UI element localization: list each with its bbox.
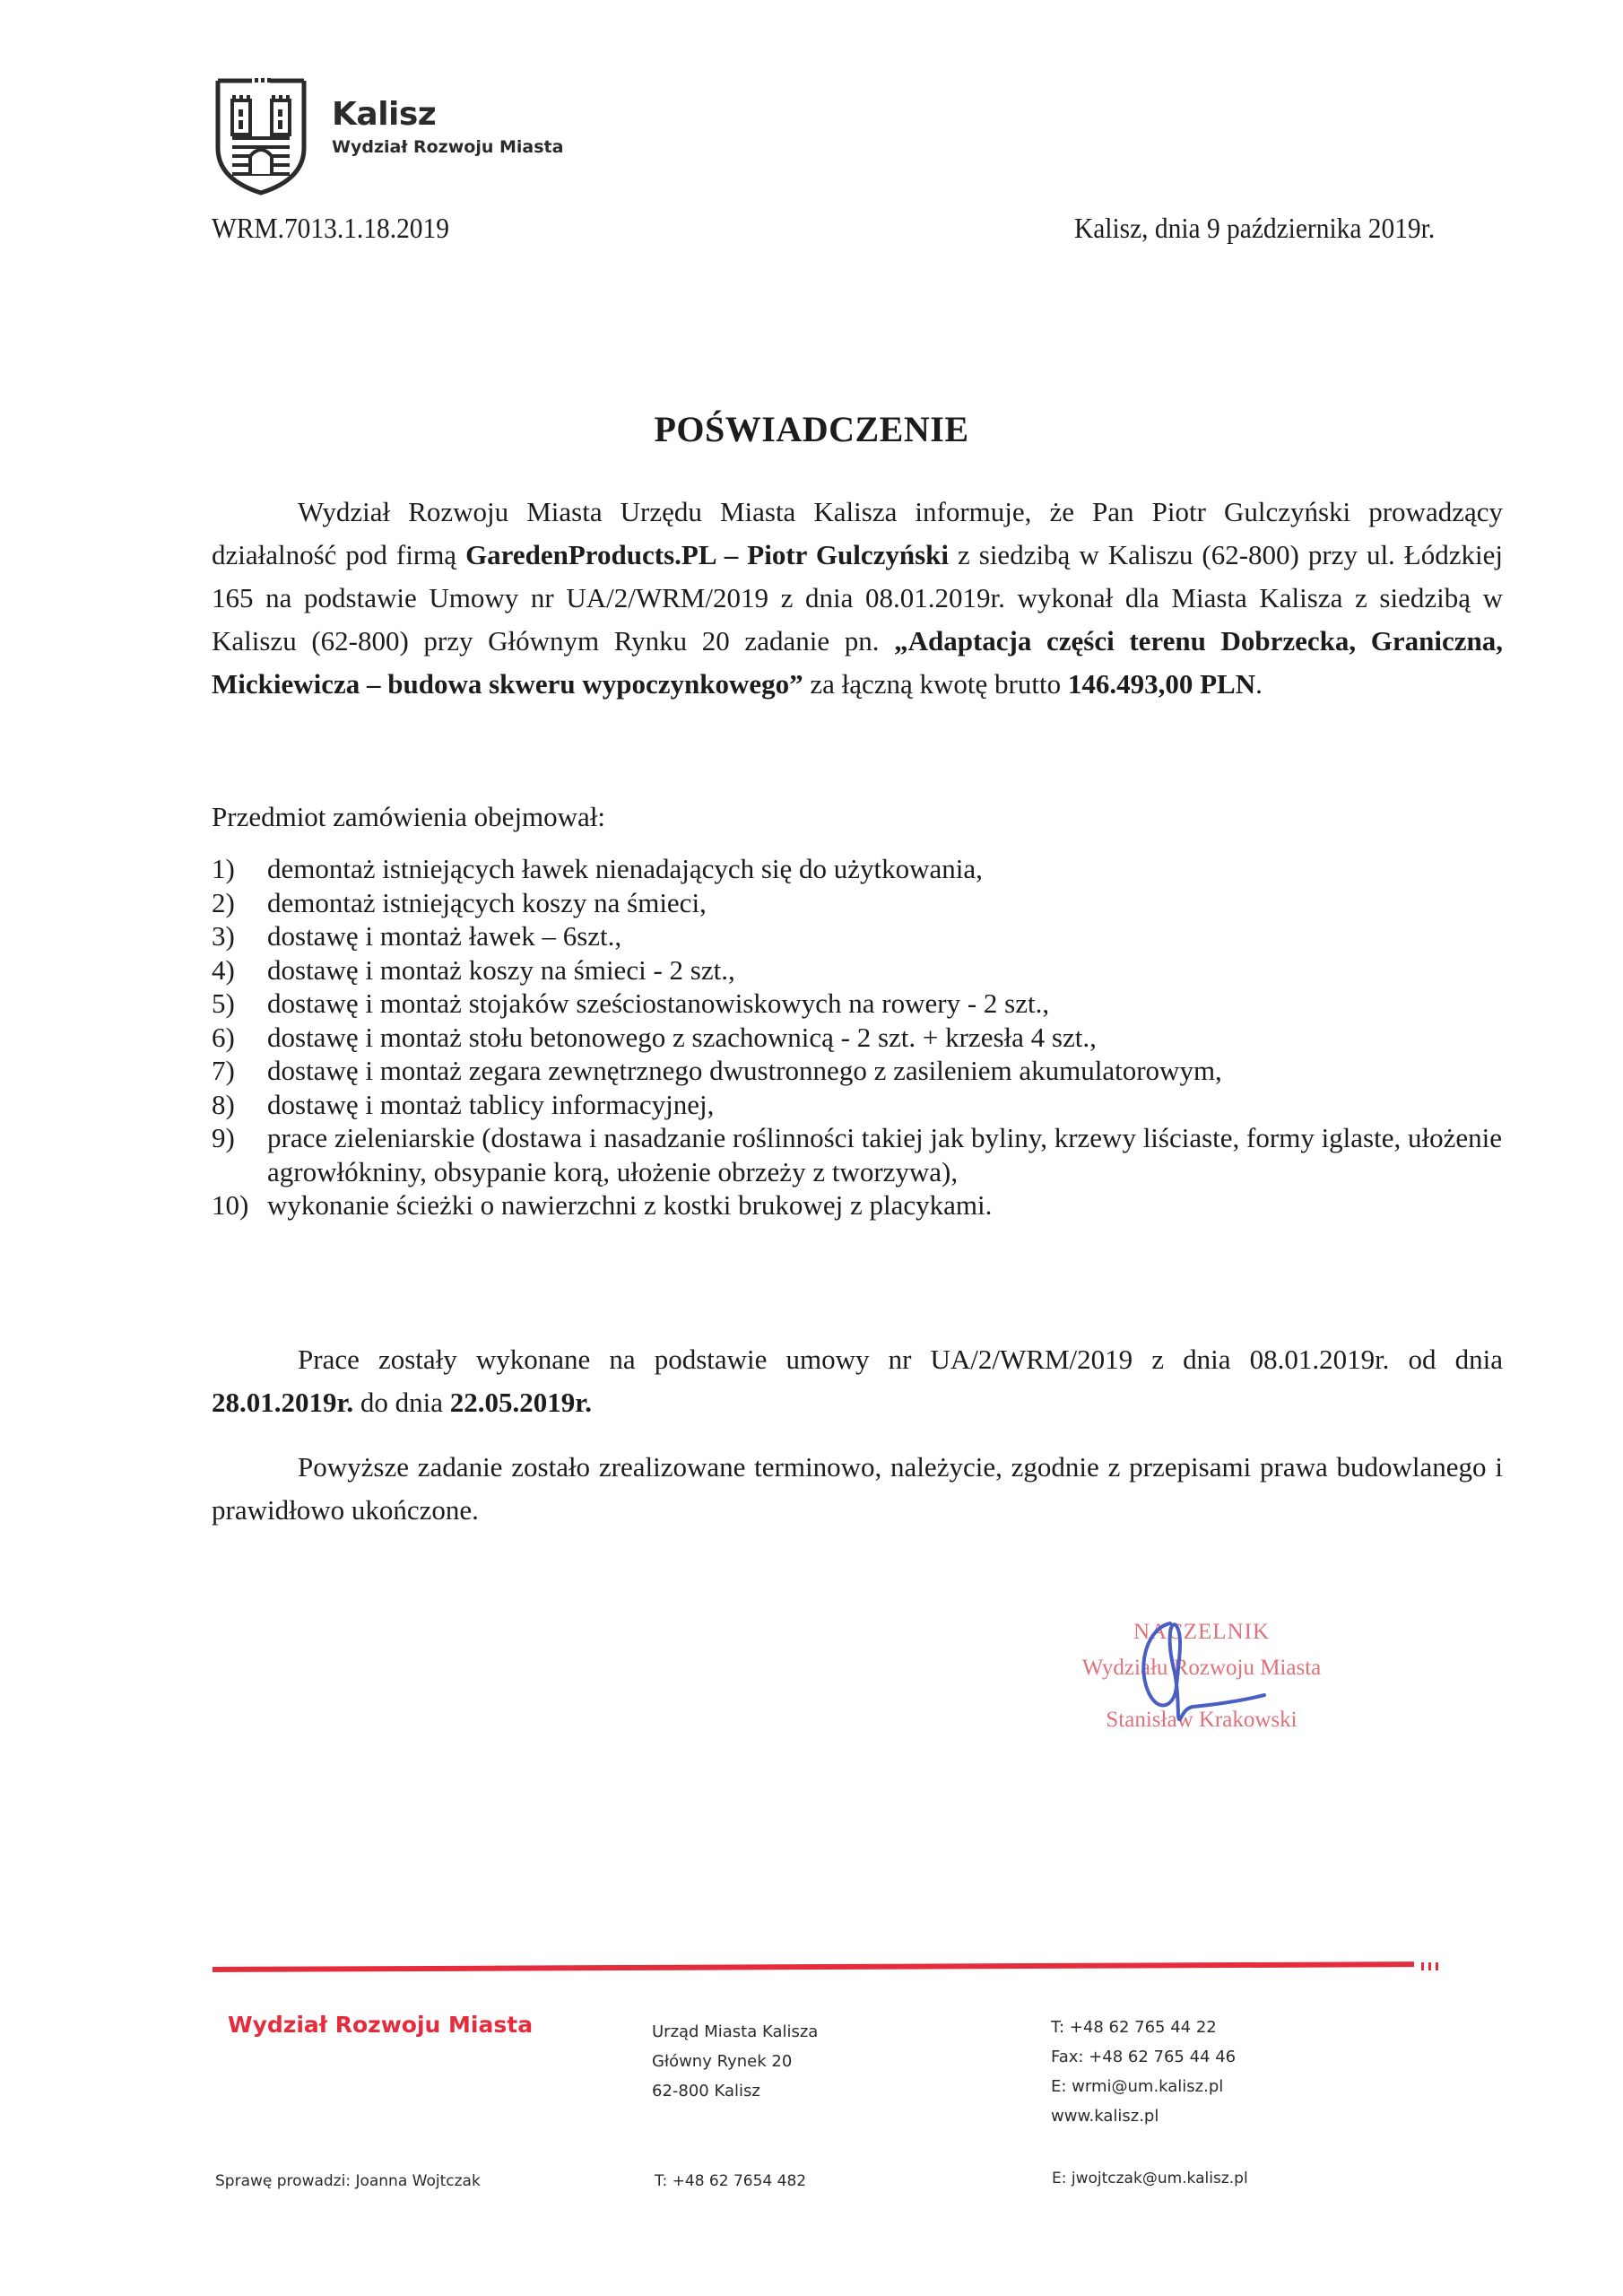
- item-number: 4): [212, 953, 235, 986]
- p3-text: Powyższe zadanie zostało zrealizowane terminowo, należycie, zgodnie z przepisami prawa budowlanego i prawidłowo ukończone.: [212, 1451, 1503, 1526]
- item-text: dostawę i montaż tablicy informacyjnej,: [267, 1088, 715, 1120]
- logo-city: Kalisz: [332, 96, 437, 134]
- p1-text-2: z siedzibą w Kaliszu (62-800) przy ul. Łódzkiej 165 na podstawie Umowy nr UA/2/WRM/2019 z dnia 08.01.2019r. wykonał dla Miasta Kalisza z siedzibą w Kaliszu (62-800) przy Głównym Rynku 20 zadanie pn.: [212, 539, 1503, 657]
- item-number: 5): [212, 987, 235, 1019]
- list-item: [212, 1121, 1503, 1188]
- start-date: 28.01.2019r.: [212, 1387, 354, 1418]
- list-item: [212, 886, 1503, 920]
- contact-phone: T: +48 62 765 44 22: [1051, 2018, 1217, 2037]
- document-title: POŚWIADCZENIE: [654, 409, 969, 449]
- p1-text-3: za łączną kwotę brutto: [803, 668, 1068, 700]
- case-handler: Sprawę prowadzi: Joanna Wojtczak: [215, 2172, 481, 2190]
- p1-text-1: Wydział Rozwoju Miasta Urzędu Miasta Kalisza informuje, że Pan Piotr Gulczyński prowadzący działalność pod firmą: [212, 496, 1503, 570]
- footer-address: [652, 2017, 818, 2106]
- item-number: 3): [212, 920, 235, 952]
- item-number: 10): [212, 1189, 249, 1221]
- stamp-name: Stanisław Krakowski: [1106, 1708, 1298, 1732]
- item-text: demontaż istniejących koszy na śmieci,: [267, 886, 707, 918]
- item-text: dostawę i montaż zegara zewnętrznego dwustronnego z zasileniem akumulatorowym,: [267, 1055, 1222, 1086]
- item-number: 2): [212, 886, 235, 918]
- list-item: [212, 1021, 1503, 1055]
- end-date: 22.05.2019r.: [449, 1387, 592, 1418]
- p2-text-1: Prace zostały wykonane na podstawie umowy nr UA/2/WRM/2019 z dnia 08.01.2019r. od dnia: [298, 1344, 1503, 1375]
- list-item: [212, 852, 1503, 886]
- item-text: dostawę i montaż stojaków sześciostanowiskowych na rowery - 2 szt.,: [267, 987, 1050, 1019]
- p1-text-4: .: [1255, 668, 1263, 700]
- reference-number: WRM.7013.1.18.2019: [212, 212, 449, 244]
- item-number: 8): [212, 1088, 235, 1120]
- item-text: dostawę i montaż ławek – 6szt.,: [267, 920, 622, 952]
- footer-divider-dots: [1421, 1962, 1438, 1970]
- list-item: [212, 987, 1503, 1021]
- list-item: [212, 1088, 1503, 1122]
- kalisz-logo: [213, 63, 563, 196]
- stamp-title: NACZELNIK: [1133, 1620, 1271, 1644]
- scope-list: [212, 852, 1503, 1222]
- case-handler-phone: T: +48 62 7654 482: [655, 2172, 807, 2190]
- item-number: 1): [212, 853, 235, 884]
- paragraph-conclusion: [212, 1446, 1503, 1532]
- item-text: prace zieleniarskie (dostawa i nasadzanie roślinności takiej jak byliny, krzewy liściaste, formy iglaste, ułożenie agrowłókniny, obsypanie korą, ułożenie obrzeży z tworzywa),: [267, 1122, 1502, 1187]
- handwritten-signature: [1121, 1619, 1291, 1726]
- item-text: dostawę i montaż koszy na śmieci - 2 szt.,: [267, 953, 735, 986]
- footer-contact: [1051, 2013, 1236, 2131]
- kalisz-crest-icon: [213, 63, 309, 196]
- item-text: wykonanie ścieżki o nawierzchni z kostki brukowej z placykami.: [267, 1189, 993, 1221]
- paragraph-dates: [212, 1338, 1503, 1424]
- task-name: „Adaptacja części terenu Dobrzecka, Graniczna, Mickiewicza – budowa skweru wypoczynkowego”: [212, 625, 1503, 700]
- address-line: Główny Rynek 20: [652, 2052, 793, 2071]
- list-item: [212, 919, 1503, 953]
- contact-email[interactable]: E: wrmi@um.kalisz.pl: [1051, 2077, 1224, 2096]
- item-text: dostawę i montaż stołu betonowego z szachownicą - 2 szt. + krzesła 4 szt.,: [267, 1021, 1097, 1053]
- item-text: demontaż istniejących ławek nienadających się do użytkowania,: [267, 853, 983, 884]
- address-line: Urząd Miasta Kalisza: [652, 2022, 819, 2041]
- company-name: GaredenProducts.PL – Piotr Gulczyński: [465, 539, 949, 570]
- item-number: 7): [212, 1055, 235, 1086]
- list-item: [212, 953, 1503, 987]
- footer-divider: [213, 1961, 1414, 1972]
- total-amount: 146.493,00 PLN: [1067, 668, 1256, 700]
- case-handler-email[interactable]: E: jwojtczak@um.kalisz.pl: [1052, 2170, 1248, 2187]
- list-item: [212, 1054, 1503, 1088]
- contact-website[interactable]: www.kalisz.pl: [1051, 2107, 1159, 2126]
- p2-text-2: do dnia: [353, 1387, 450, 1418]
- list-item: [212, 1188, 1503, 1222]
- footer-department: Wydział Rozwoju Miasta: [228, 2012, 534, 2038]
- place-date: Kalisz, dnia 9 października 2019r.: [1073, 212, 1435, 244]
- paragraph-main: [212, 491, 1503, 706]
- scope-lead: Przedmiot zamówienia obejmował:: [212, 801, 606, 832]
- contact-fax: Fax: +48 62 765 44 46: [1051, 2048, 1237, 2066]
- item-number: 6): [212, 1021, 235, 1053]
- logo-department: Wydział Rozwoju Miasta: [332, 136, 564, 157]
- stamp-department: Wydziału Rozwoju Miasta: [1081, 1656, 1322, 1680]
- item-number: 9): [212, 1122, 235, 1153]
- address-line: 62-800 Kalisz: [652, 2082, 760, 2100]
